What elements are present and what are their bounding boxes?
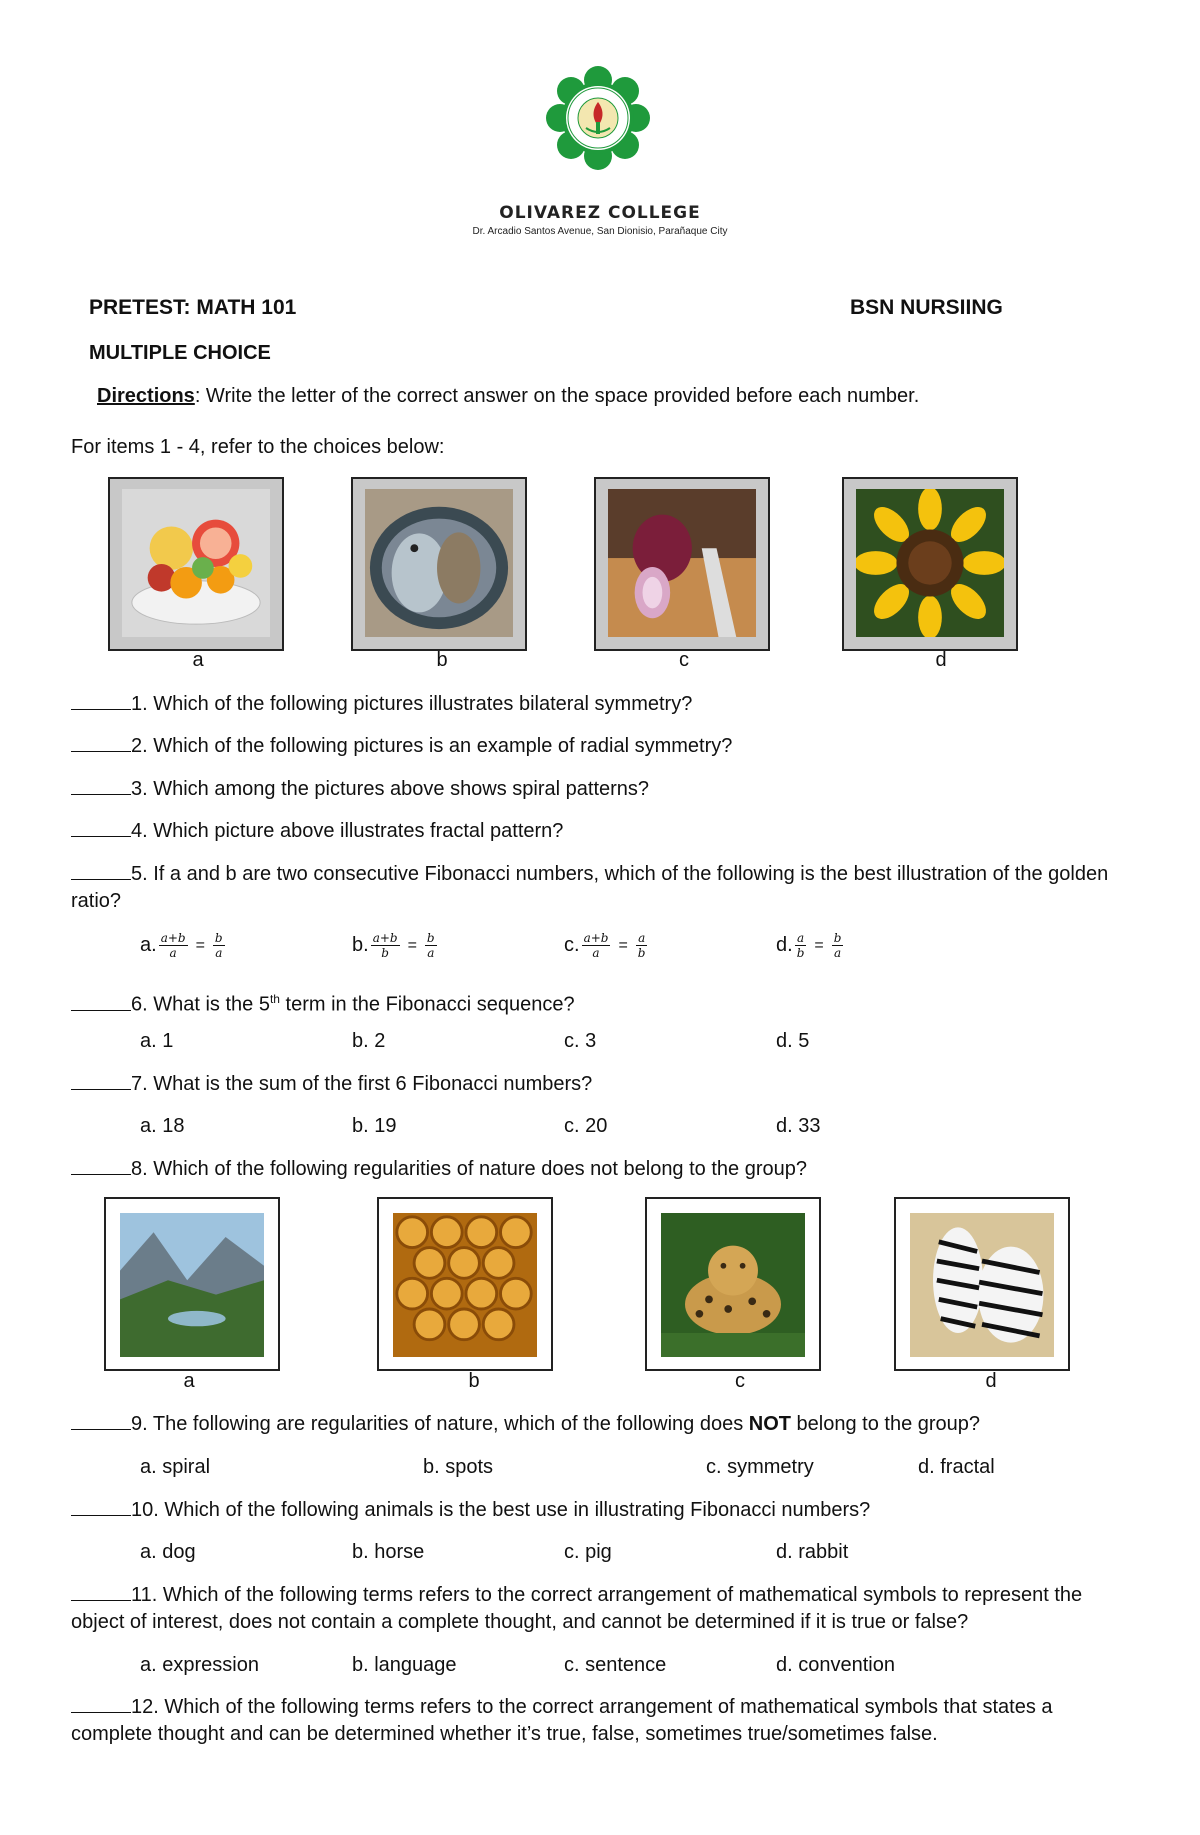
honeycomb-icon bbox=[393, 1213, 537, 1357]
answer-blank[interactable] bbox=[71, 1499, 131, 1516]
question-text: 9. The following are regularities of nature, which of the following does bbox=[131, 1413, 749, 1435]
answer-blank[interactable] bbox=[71, 735, 131, 752]
question-9 bbox=[71, 1411, 1131, 1438]
q7-choice-c: c. 20 bbox=[564, 1115, 608, 1137]
numerator: b bbox=[426, 931, 435, 945]
picture-a-frame bbox=[108, 477, 284, 651]
choice-letter: d. bbox=[776, 933, 793, 956]
question-11 bbox=[71, 1582, 1131, 1636]
numerator: b bbox=[214, 931, 223, 945]
q11-choice-d: d. convention bbox=[776, 1654, 895, 1676]
college-name: OLIVAREZ COLLEGE bbox=[499, 203, 701, 223]
fraction bbox=[582, 931, 611, 960]
q9-choice-a: a. spiral bbox=[140, 1456, 211, 1478]
numerator: a bbox=[636, 931, 648, 946]
q10-choice-c: c. pig bbox=[564, 1541, 612, 1563]
answer-blank[interactable] bbox=[71, 778, 131, 795]
question-text: 4. Which picture above illustrates fractal pattern? bbox=[131, 820, 564, 842]
q10-choice-b: b. horse bbox=[352, 1541, 425, 1563]
question-text: belong to the group? bbox=[790, 1413, 981, 1435]
question-text: 7. What is the sum of the first 6 Fibonacci numbers? bbox=[131, 1073, 593, 1095]
zebras-icon bbox=[910, 1213, 1054, 1357]
q9-choice-c: c. symmetry bbox=[706, 1456, 814, 1478]
emphasis-text: NOT bbox=[748, 1413, 791, 1435]
q6-choice-b: b. 2 bbox=[352, 1030, 386, 1052]
picture-2c-label: c bbox=[735, 1370, 745, 1392]
q11-choice-a: a. expression bbox=[140, 1654, 259, 1676]
denominator: b bbox=[637, 946, 646, 960]
answer-blank[interactable] bbox=[71, 1158, 131, 1175]
numerator: a bbox=[795, 931, 807, 946]
denominator: a bbox=[215, 946, 223, 960]
q10-choice-d: d. rabbit bbox=[776, 1541, 849, 1563]
jaguar-icon bbox=[661, 1213, 805, 1357]
numerator: a+b bbox=[160, 931, 186, 945]
equals-sign: = bbox=[814, 936, 824, 954]
fraction bbox=[832, 931, 844, 960]
fraction bbox=[795, 931, 807, 960]
question-7 bbox=[71, 1071, 1131, 1098]
question-12 bbox=[71, 1694, 1131, 1748]
equals-sign: = bbox=[195, 936, 205, 954]
picture-c-label: c bbox=[679, 649, 689, 671]
picture-a-label: a bbox=[192, 649, 204, 671]
picture-b-frame bbox=[351, 477, 527, 651]
picture-2d-frame bbox=[894, 1197, 1070, 1371]
picture-b-label: b bbox=[436, 649, 448, 671]
q5-choice-a bbox=[140, 931, 227, 960]
onion-icon bbox=[608, 489, 756, 637]
numerator: a+b bbox=[583, 931, 609, 945]
q11-choice-c: c. sentence bbox=[564, 1654, 667, 1676]
question-10 bbox=[71, 1497, 1131, 1524]
picture-d-label: d bbox=[935, 649, 947, 671]
choice-letter: b. bbox=[352, 933, 369, 956]
fraction bbox=[636, 931, 648, 960]
college-seal-logo bbox=[546, 66, 650, 170]
denominator: a bbox=[169, 946, 177, 960]
q9-choice-d: d. fractal bbox=[918, 1456, 995, 1478]
q7-choice-a: a. 18 bbox=[140, 1115, 185, 1137]
answer-blank[interactable] bbox=[71, 1073, 131, 1090]
fraction bbox=[213, 931, 225, 960]
college-address: Dr. Arcadio Santos Avenue, San Dionisio, Parañaque City bbox=[472, 226, 728, 237]
answer-blank[interactable] bbox=[71, 1696, 131, 1713]
choice-letter: a. bbox=[140, 933, 157, 956]
answer-blank[interactable] bbox=[71, 1413, 131, 1430]
fruit-bowl-icon bbox=[122, 489, 270, 637]
numerator: b bbox=[833, 931, 842, 945]
question-text: 1. Which of the following pictures illustrates bilateral symmetry? bbox=[131, 693, 693, 715]
question-text: 10. Which of the following animals is the best use in illustrating Fibonacci numbers? bbox=[131, 1499, 871, 1521]
directions-text: : Write the letter of the correct answer on the space provided before each number. bbox=[194, 385, 920, 407]
question-text: 12. Which of the following terms refers to the correct arrangement of mathematical symbols that states a complete thought and can be determined whether it’s true, false, sometimes true/sometimes false. bbox=[71, 1696, 1053, 1745]
question-text: 5. If a and b are two consecutive Fibonacci numbers, which of the following is the best illustration of the golden ratio? bbox=[71, 863, 1109, 912]
directions-label: Directions bbox=[97, 385, 195, 407]
question-text: 8. Which of the following regularities of nature does not belong to the group? bbox=[131, 1158, 807, 1180]
page-title: PRETEST: MATH 101 bbox=[89, 296, 297, 319]
fish-icon bbox=[365, 489, 513, 637]
choice-letter: c. bbox=[564, 933, 580, 956]
question-text: 3. Which among the pictures above shows spiral patterns? bbox=[131, 778, 650, 800]
picture-2a-frame bbox=[104, 1197, 280, 1371]
q6-choice-c: c. 3 bbox=[564, 1030, 597, 1052]
fraction bbox=[159, 931, 188, 960]
equals-sign: = bbox=[407, 936, 417, 954]
picture-c-frame bbox=[594, 477, 770, 651]
refer-instruction: For items 1 - 4, refer to the choices below: bbox=[71, 436, 445, 458]
directions bbox=[97, 385, 919, 408]
question-text: term in the Fibonacci sequence? bbox=[279, 993, 575, 1016]
equals-sign: = bbox=[618, 936, 628, 954]
picture-2a-label: a bbox=[183, 1370, 195, 1392]
answer-blank[interactable] bbox=[71, 863, 131, 880]
fraction bbox=[425, 931, 437, 960]
numerator: a+b bbox=[372, 931, 398, 945]
answer-blank[interactable] bbox=[71, 693, 131, 710]
q10-choice-a: a. dog bbox=[140, 1541, 196, 1563]
question-6 bbox=[71, 986, 1131, 1019]
question-1 bbox=[71, 691, 1131, 718]
picture-d-frame bbox=[842, 477, 1018, 651]
question-3 bbox=[71, 776, 1131, 803]
denominator: a bbox=[427, 946, 435, 960]
answer-blank[interactable] bbox=[71, 994, 131, 1011]
picture-2b-label: b bbox=[468, 1370, 480, 1392]
denominator: a bbox=[833, 946, 842, 960]
answer-blank[interactable] bbox=[71, 1584, 131, 1601]
q9-choice-b: b. spots bbox=[423, 1456, 494, 1478]
section-title: MULTIPLE CHOICE bbox=[89, 342, 271, 364]
question-2 bbox=[71, 733, 1131, 760]
mountain-valley-icon bbox=[120, 1213, 264, 1357]
q7-choice-b: b. 19 bbox=[352, 1115, 397, 1137]
question-text: 11. Which of the following terms refers to the correct arrangement of mathematical symbols to represent the object of interest, does not contain a complete thought, and cannot be determined if it is true or false? bbox=[71, 1584, 1083, 1633]
course-label: BSN NURSIING bbox=[850, 296, 1003, 319]
picture-2c-frame bbox=[645, 1197, 821, 1371]
denominator: a bbox=[592, 946, 600, 960]
picture-2d-label: d bbox=[985, 1370, 997, 1392]
fraction bbox=[371, 931, 400, 960]
q5-choice-b bbox=[352, 931, 439, 960]
answer-blank[interactable] bbox=[71, 820, 131, 837]
q11-choice-b: b. language bbox=[352, 1654, 457, 1676]
denominator: b bbox=[381, 946, 389, 960]
q6-choice-a: a. 1 bbox=[140, 1030, 174, 1052]
denominator: b bbox=[796, 946, 805, 960]
q7-choice-d: d. 33 bbox=[776, 1115, 821, 1137]
question-4 bbox=[71, 818, 1131, 845]
question-5 bbox=[71, 861, 1131, 915]
q5-choice-d bbox=[776, 931, 845, 960]
q5-choice-c bbox=[564, 931, 649, 960]
q6-choice-d: d. 5 bbox=[776, 1030, 810, 1052]
sunflower-icon bbox=[856, 489, 1004, 637]
question-text: 2. Which of the following pictures is an example of radial symmetry? bbox=[131, 735, 733, 757]
question-8 bbox=[71, 1156, 1131, 1183]
superscript: th bbox=[269, 992, 280, 1006]
question-text: 6. What is the 5 bbox=[131, 993, 270, 1016]
picture-2b-frame bbox=[377, 1197, 553, 1371]
